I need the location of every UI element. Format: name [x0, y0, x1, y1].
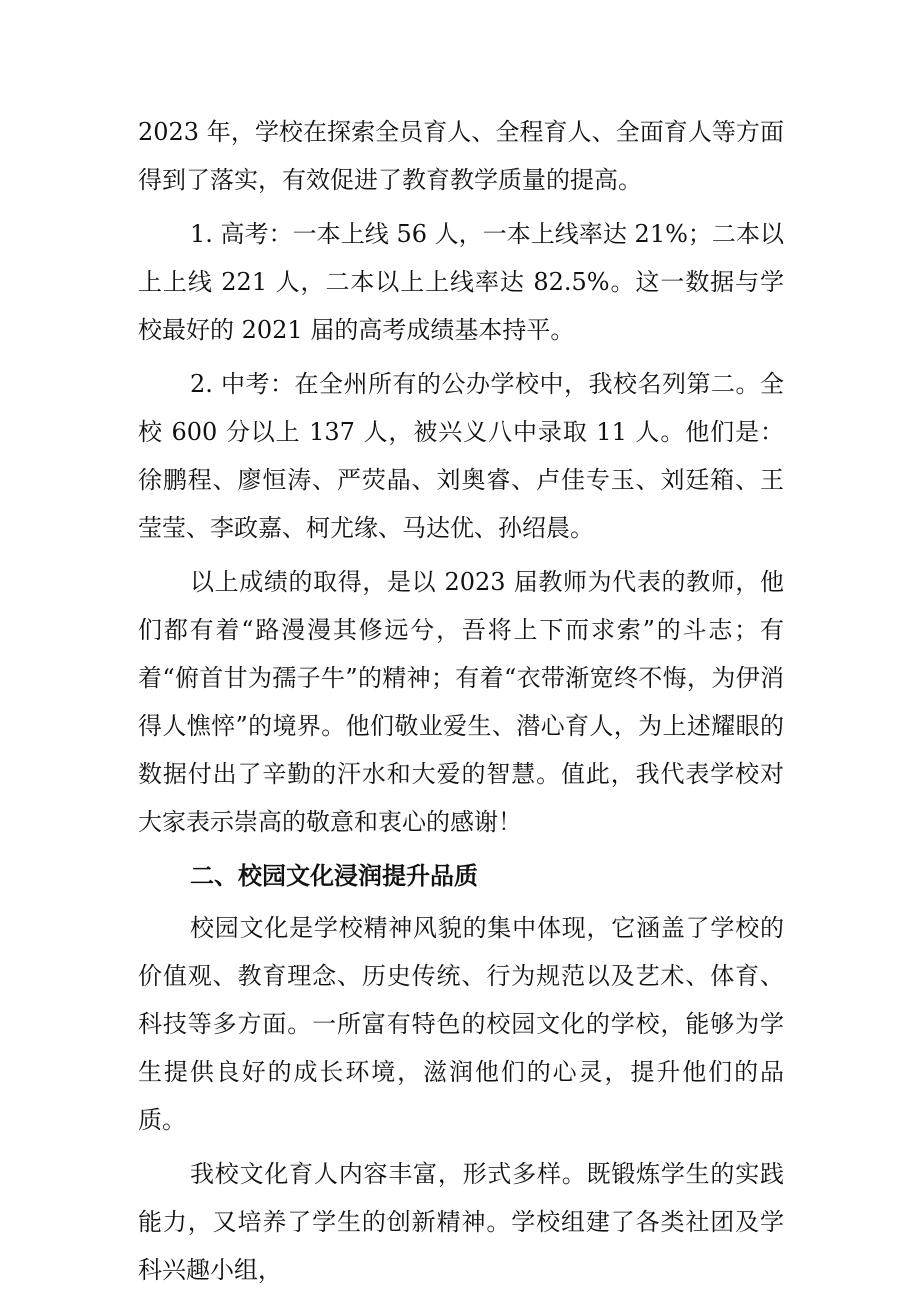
document-page	[138, 108, 784, 1294]
paragraph-zhongkao: 2. 中考：在全州所有的公办学校中，我校名列第二。全校 600 分以上 137 人，被兴义八中录取 11 人。他们是：徐鹏程、廖恒涛、严荧晶、刘奥睿、卢佳专玉、刘廷箱、王莹莹、李政嘉、柯尤缘、马达优、孙绍晨。	[138, 370, 784, 542]
paragraph-activities: 我校文化育人内容丰富，形式多样。既锻炼学生的实践能力，又培养了学生的创新精神。学校组建了各类社团及学科兴趣小组，	[138, 1160, 784, 1284]
paragraph-culture: 校园文化是学校精神风貌的集中体现，它涵盖了学校的价值观、教育理念、历史传统、行为规范以及艺术、体育、科技等多方面。一所富有特色的校园文化的学校，能够为学生提供良好的成长环境，滋润他们的心灵，提升他们的品质。	[138, 914, 784, 1134]
paragraph-thanks: 以上成绩的取得，是以 2023 届教师为代表的教师，他们都有着“路漫漫其修远兮，吾将上下而求索”的斗志；有着“俯首甘为孺子牛”的精神；有着“衣带渐宽终不悔，为伊消得人憔悴”的境界。他们敬业爱生、潜心育人，为上述耀眼的数据付出了辛勤的汗水和大爱的智慧。值此，我代表学校对大家表示崇高的敬意和衷心的感谢！	[138, 568, 784, 836]
paragraph-intro: 2023 年，学校在探索全员育人、全程育人、全面育人等方面得到了落实，有效促进了教育教学质量的提高。	[138, 118, 784, 194]
section-heading: 二、校园文化浸润提升品质	[190, 861, 478, 890]
paragraph-gaokao: 1. 高考：一本上线 56 人，一本上线率达 21%；二本以上上线 221 人，二本以上上线率达 82.5%。这一数据与学校最好的 2021 届的高考成绩基本持平。	[138, 220, 784, 344]
